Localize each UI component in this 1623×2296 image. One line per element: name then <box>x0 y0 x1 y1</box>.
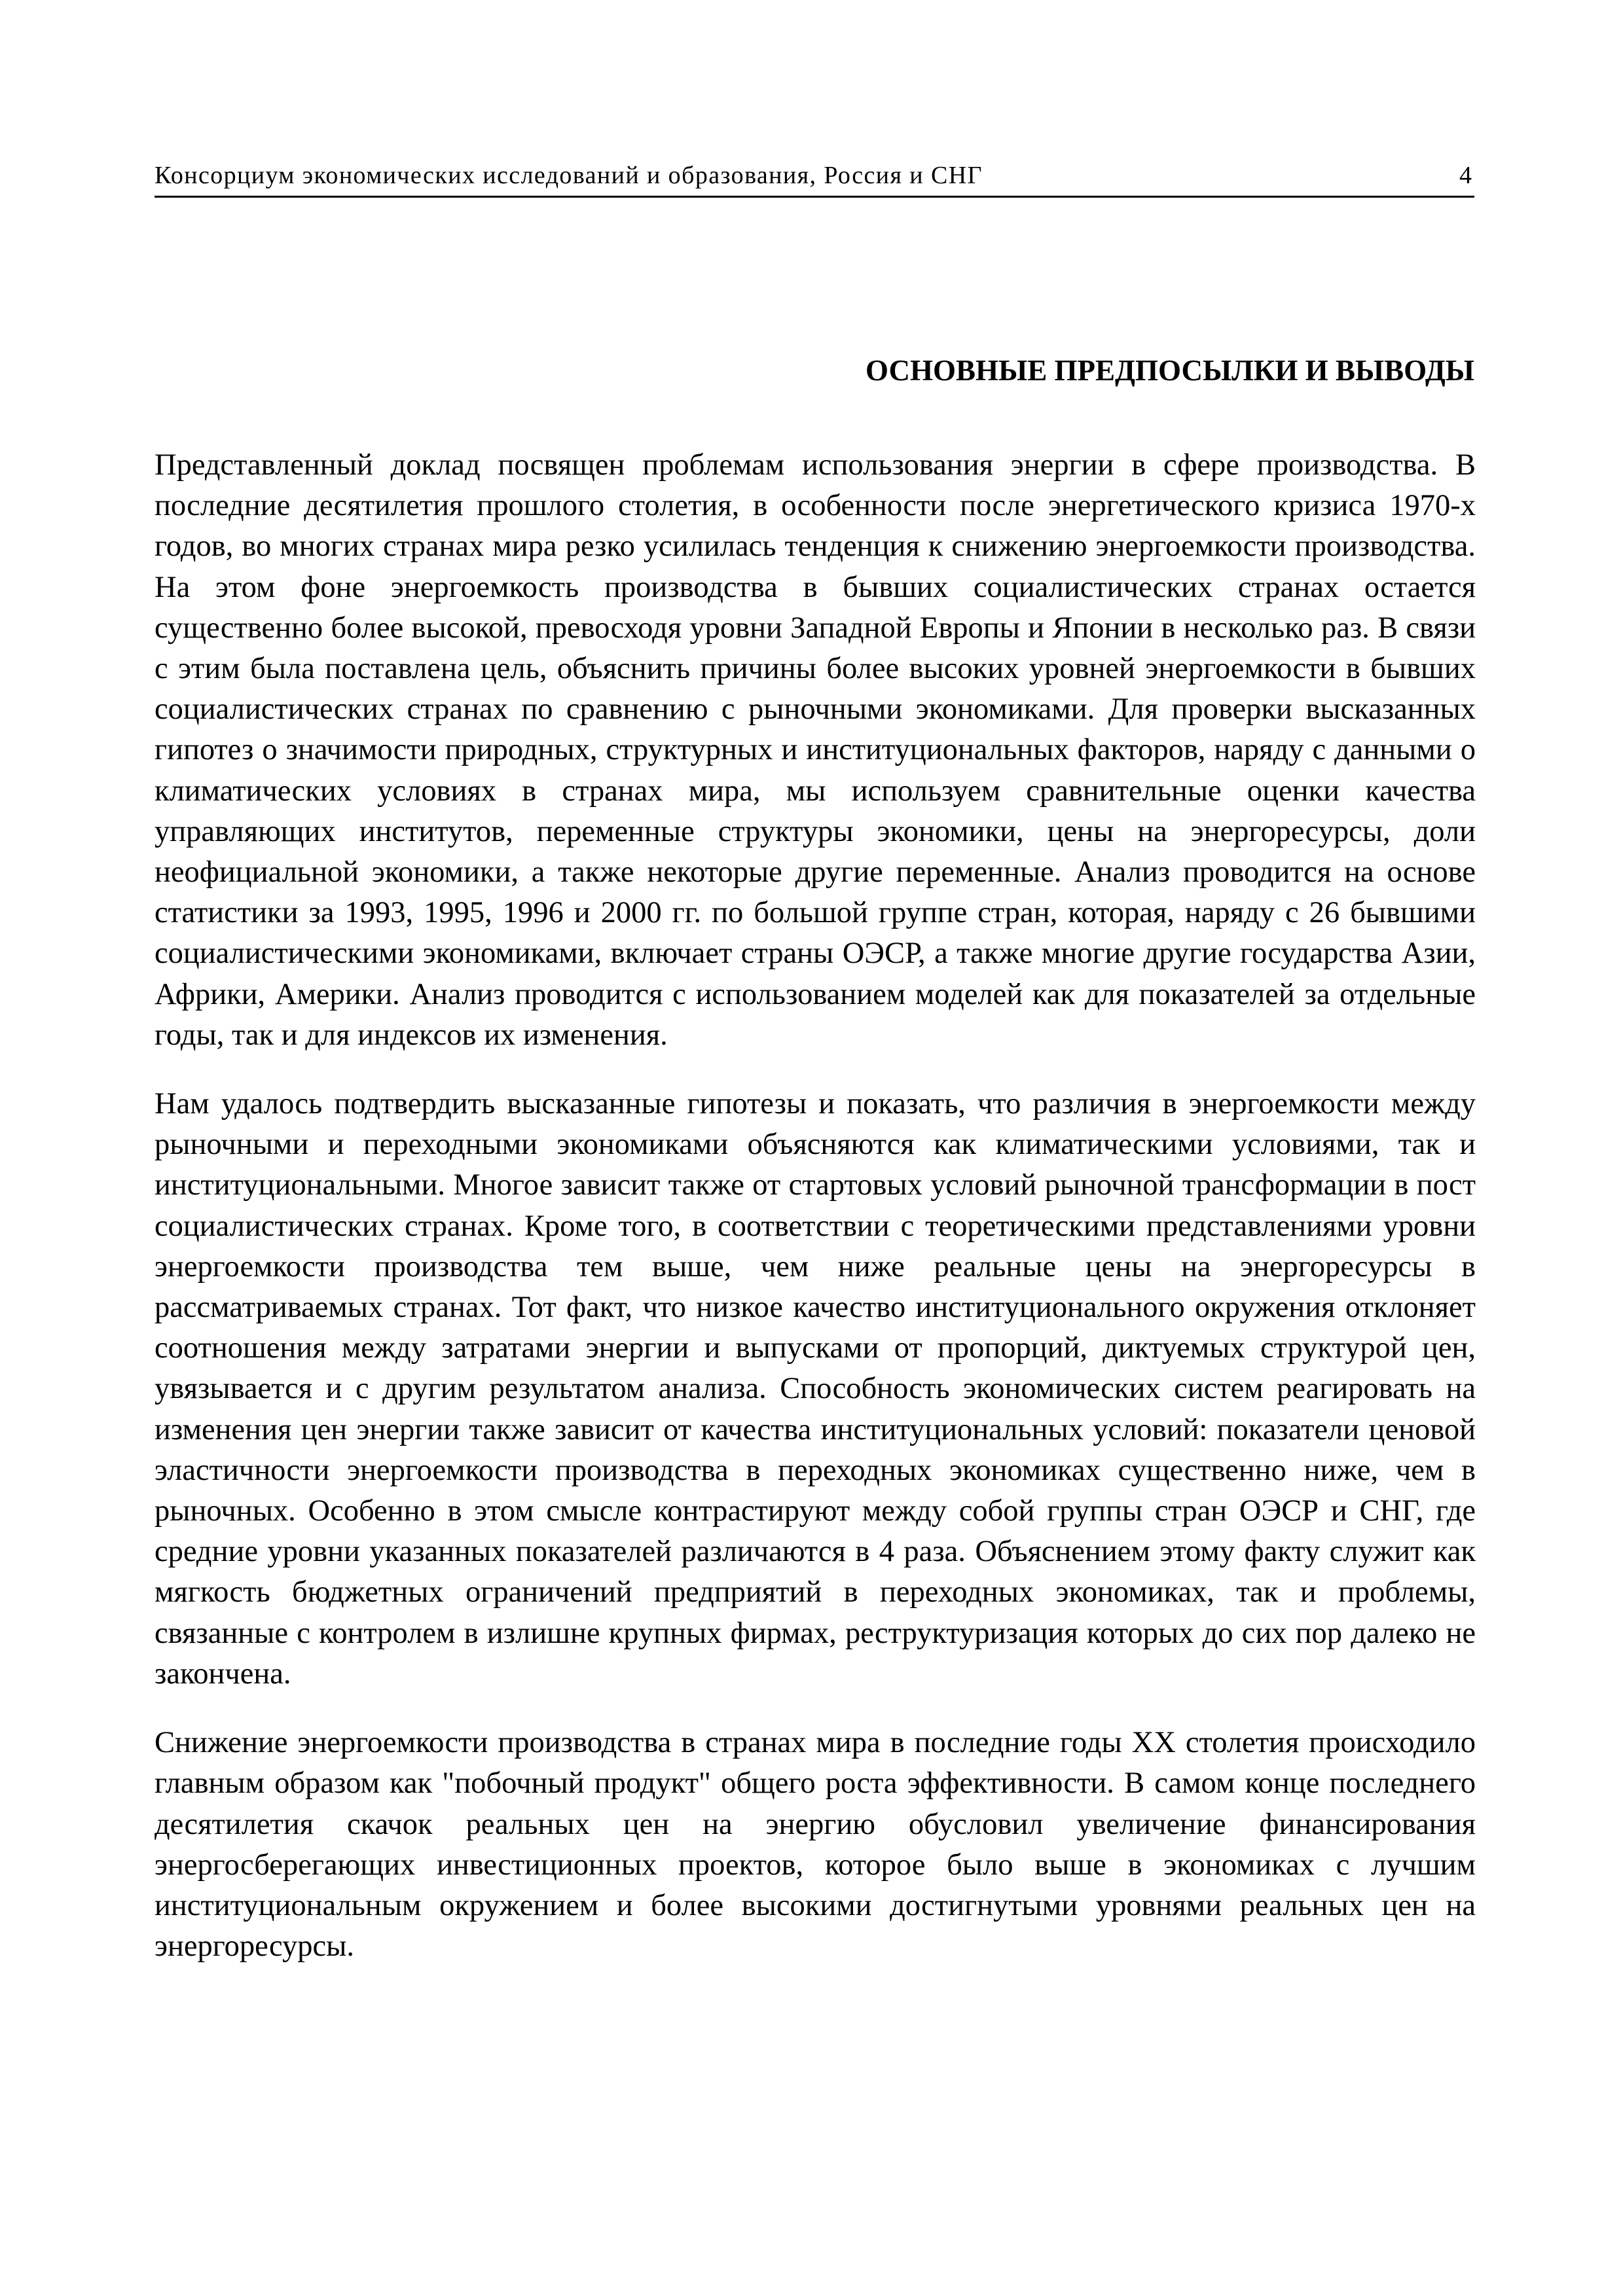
paragraph-1: Представленный доклад посвящен проблемам использования энергии в сфере производства. В последние десятилетия прошлого столетия, в особенности после энергетического кризиса 1970-х годов, во многих странах мира резко усилилась тенденция к снижению энергоемкости производства. На этом фоне энергоемкость производства в бывших социалистических странах остается существенно более высокой, превосходя уровни Западной Европы и Японии в несколько раз. В связи с этим была поставлена цель, объяснить причины более высоких уровней энергоемкости в бывших социалистических странах по сравнению с рыночными экономиками. Для проверки высказанных гипотез о значимости природных, структурных и институциональных факторов, наряду с данными о климатических условиях в странах мира, мы используем сравнительные оценки качества управляющих институтов, переменные структуры экономики, цены на энергоресурсы, доли неофициальной экономики, а также некоторые другие переменные. Анализ проводится на основе статистики за 1993, 1995, 1996 и 2000 гг. по большой группе стран, которая, наряду с 26 бывшими социалистическими экономиками, включает страны ОЭСР, а также многие другие государства Азии, Африки, Америки. Анализ проводится с использованием моделей как для показателей за отдельные годы, так и для индексов их изменения. <box>155 448 1476 1052</box>
body-text <box>155 445 1476 1995</box>
page-number: 4 <box>1459 162 1472 189</box>
paragraph-2: Нам удалось подтвердить высказанные гипотезы и показать, что различия в энергоемкости между рыночными и переходными экономиками объясняются как климатическими условиями, так и институциональными. Многое зависит также от стартовых условий рыночной трансформации в пост социалистических странах. Кроме того, в соответствии с теоретическими представлениями уровни энергоемкости производства тем выше, чем ниже реальные цены на энергоресурсы в рассматриваемых странах. Тот факт, что низкое качество институционального окружения отклоняет соотношения между затратами энергии и выпусками от пропорций, диктуемых структурой цен, увязывается и с другим результатом анализа. Способность экономических систем реагировать на изменения цен энергии также зависит от качества институциональных условий: показатели ценовой эластичности энергоемкости производства в переходных экономиках существенно ниже, чем в рыночных. Особенно в этом смысле контрастируют между собой группы стран ОЭСР и СНГ, где средние уровни указанных показателей различаются в 4 раза. Объяснением этому факту служит как мягкость бюджетных ограничений предприятий в переходных экономиках, так и проблемы, связанные с контролем в излишне крупных фирмах, реструктуризация которых до сих пор далеко не закончена. <box>155 1087 1476 1691</box>
section-title: ОСНОВНЫЕ ПРЕДПОСЫЛКИ И ВЫВОДЫ <box>865 354 1474 387</box>
page-header <box>155 152 1474 198</box>
header-title: Консорциум экономических исследований и образования, Россия и СНГ <box>155 162 983 189</box>
paragraph-3: Снижение энергоемкости производства в странах мира в последние годы XX столетия происходило главным образом как "побочный продукт" общего роста эффективности. В самом конце последнего десятилетия скачок реальных цен на энергию обусловил увеличение финансирования энергосберегающих инвестиционных проектов, которое было выше в экономиках с лучшим институциональным окружением и более высокими достигнутыми уровнями реальных цен на энергоресурсы. <box>155 1726 1476 1964</box>
